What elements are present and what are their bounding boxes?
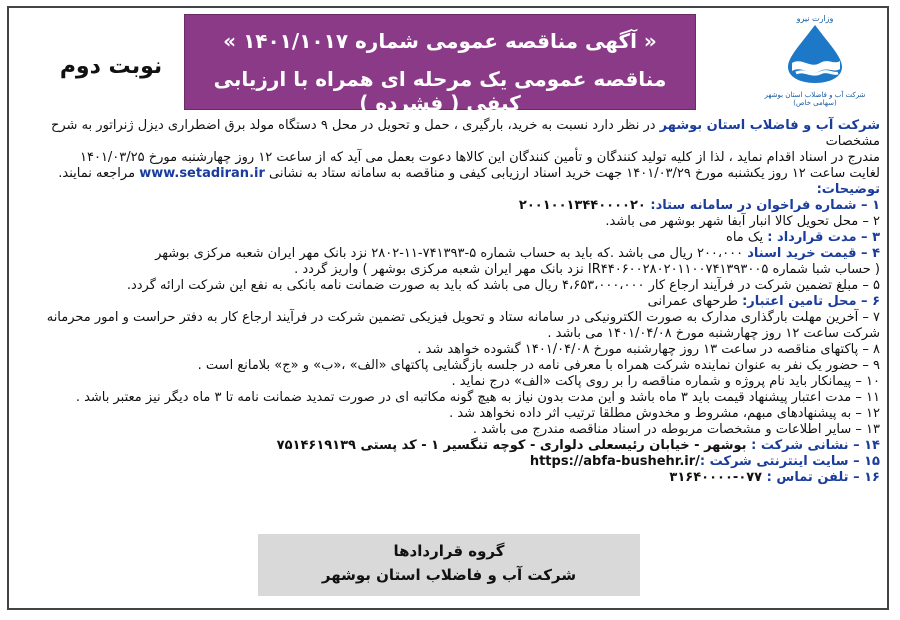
item-4-cont: ( حساب شبا شماره IR۴۴۰۶۰۰۲۸۰۲۰۱۱۰۰۷۴۱۳۹۳۰۰۵ نزد بانک مهر ایران شعبه مرکزی بوشهر ) واریز گردد . bbox=[294, 262, 880, 277]
item-1: ۱ – شماره فراخوان در سامانه ستاد: ۲۰۰۱۰۰۱۳۴۴۰۰۰۰۲۰ bbox=[518, 198, 880, 213]
setad-link[interactable]: www.setadiran.ir bbox=[139, 166, 265, 181]
notes-title: توضیحات: bbox=[816, 182, 880, 197]
title-banner bbox=[184, 14, 696, 115]
item-3: ۳ – مدت قرارداد : یک ماه bbox=[726, 230, 880, 245]
intro-line-3: لغایت ساعت ۱۲ روز یکشنبه مورخ ۱۴۰۱/۰۳/۲۹ جهت خرید اسناد ارزیابی کیفی و مناقصه به سامانه ستاد به نشانی www.setadiran.ir مراجعه نمایند. bbox=[58, 166, 880, 181]
item-15: ۱۵ – سایت اینترنتی شرکت : https://abfa-bushehr.ir/ bbox=[525, 454, 880, 469]
signature-box bbox=[258, 534, 640, 596]
item-6: ۶ – محل تامین اعتبار: طرحهای عمرانی bbox=[647, 294, 880, 309]
intro-line-2: مندرج در اسناد اقدام نماید ، لذا از کلیه تولید کنندگان و تأمین کنندگان این کالاها دعوت بعمل می آید که از ساعت ۱۲ روز چهارشنبه مورخ ۱۴۰۱/۰۳/۲۵ bbox=[80, 150, 880, 165]
company-website-link[interactable]: https://abfa-bushehr.ir/ bbox=[525, 454, 700, 469]
notice-body bbox=[18, 118, 880, 486]
round-label: نوبت دوم bbox=[59, 54, 163, 79]
intro-line-1: شرکت آب و فاضلاب استان بوشهر در نظر دارد نسبت به خرید، بارگیری ، حمل و تحویل در محل ۹ دستگاه مولد برق اضطراری دیزل ژنراتور به شرح مشخصات bbox=[50, 118, 880, 149]
item-11: ۱۱ – مدت اعتبار پیشنهاد قیمت باید ۳ ماه باشد و این مدت بدون نیاز به هیچ گونه مکاتبه ای در صورت تمدید ضمانت نامه تا ۳ ماه دیگر نیز معتبر باشد . bbox=[75, 390, 880, 405]
item-9: ۹ – حضور یک نفر به عنوان نماینده شرکت همراه با معرفی نامه در جلسه بازگشایی پاکتهای «الف» ،«ب» و «ج» بلامانع است . bbox=[197, 358, 880, 373]
company-name: شرکت آب و فاضلاب استان بوشهر bbox=[659, 118, 880, 133]
item-10: ۱۰ – پیمانکار باید نام پروژه و شماره مناقصه را بر روی پاکت «الف» درج نماید . bbox=[451, 374, 880, 389]
item-4: ۴ – قیمت خرید اسناد ۲۰۰،۰۰۰ ریال می باشد .که باید به حساب شماره ۵-۷۴۱۳۹۳-۱۱-۲۸۰۲ نزد بانک مهر ایران شعبه مرکزی بوشهر bbox=[155, 246, 880, 261]
company-logo bbox=[752, 14, 878, 114]
contracts-group-label: گروه قراردادها bbox=[393, 542, 505, 560]
item-7-cont: شرکت ساعت ۱۲ روز چهارشنبه مورخ ۱۴۰۱/۰۴/۰۸ می باشد . bbox=[547, 326, 880, 341]
tender-number-title: « آگهی مناقصه عمومی شماره ۱۴۰۱/۱۰۱۷ » bbox=[223, 29, 657, 53]
company-signature: شرکت آب و فاضلاب استان بوشهر bbox=[321, 566, 577, 584]
item-14: ۱۴ – نشانی شرکت : بوشهر - خیابان رئیسعلی دلواری - کوچه تنگسیر ۱ - کد پستی ۷۵۱۴۶۱۹۱۳۹ bbox=[276, 438, 880, 453]
item-2: ۲ – محل تحویل کالا انبار آبفا شهر بوشهر می باشد. bbox=[605, 214, 880, 229]
item-12: ۱۲ – به پیشنهادهای مبهم، مشروط و مخدوش مطلقا ترتیب اثر داده نخواهد شد . bbox=[449, 406, 880, 421]
water-drop-logo-icon bbox=[780, 23, 850, 85]
item-16: ۱۶ – تلفن تماس : ۰۷۷-۳۱۶۴۰۰۰۰ bbox=[669, 470, 880, 485]
item-13: ۱۳ – سایر اطلاعات و مشخصات مربوطه در اسناد مناقصه مندرج می باشد . bbox=[472, 422, 880, 437]
item-7: ۷ – آخرین مهلت بارگذاری مدارک به صورت الکترونیکی در سامانه ستاد و تحویل فیزیکی تضمین شرکت در فرآیند ارجاع کار به دفتر حراست و امور محرمانه bbox=[46, 310, 880, 325]
company-caption: شرکت آب و فاضلاب استان بوشهر (سهامی خاص) bbox=[764, 91, 866, 107]
tender-type-title: مناقصه عمومی یک مرحله ای همراه با ارزیابی کیفی ( فشرده ) bbox=[213, 67, 667, 115]
ministry-label: وزارت نیرو bbox=[796, 14, 834, 23]
item-8: ۸ – پاکتهای مناقصه در ساعت ۱۳ روز چهارشنبه مورخ ۱۴۰۱/۰۴/۰۸ گشوده خواهد شد . bbox=[417, 342, 880, 357]
item-5: ۵ – مبلغ تضمین شرکت در فرآیند ارجاع کار ۴،۶۵۳،۰۰۰،۰۰۰ ریال می باشد که باید به صورت ضمانت نامه بانکی به نفع این شرکت ارائه گردد. bbox=[126, 278, 880, 293]
